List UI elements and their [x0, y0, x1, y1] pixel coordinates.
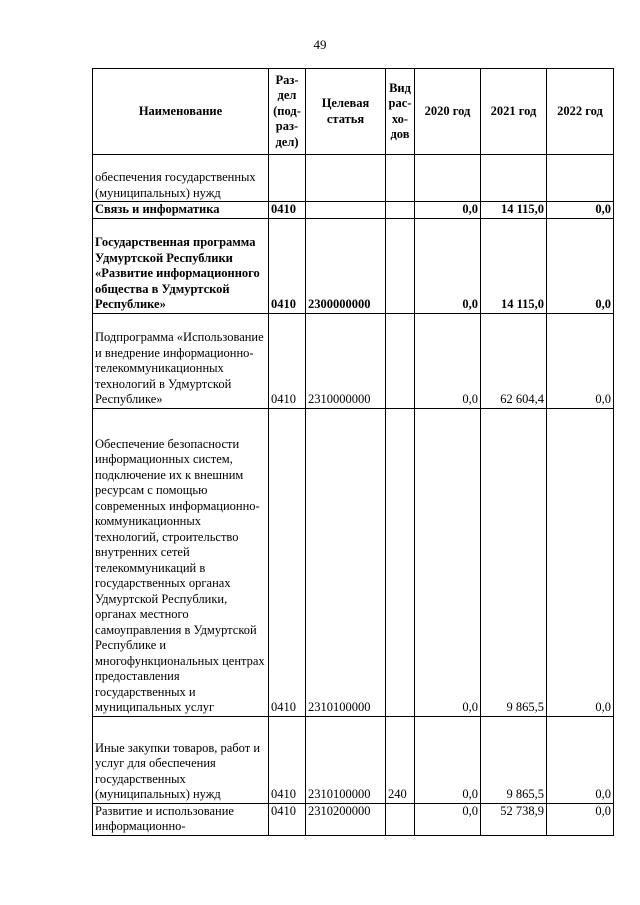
row-2021	[481, 155, 547, 202]
row-section: 0410	[269, 716, 306, 803]
row-target: 2310000000	[306, 313, 386, 408]
row-2021: 14 115,0	[481, 202, 547, 219]
row-type	[386, 313, 415, 408]
row-2020: 0,0	[415, 803, 481, 835]
row-target: 2300000000	[306, 218, 386, 313]
col-header-2022: 2022 год	[547, 69, 614, 155]
row-section: 0410	[269, 218, 306, 313]
table-row	[93, 155, 614, 202]
row-2022: 0,0	[547, 408, 614, 716]
row-2022: 0,0	[547, 313, 614, 408]
row-2020: 0,0	[415, 218, 481, 313]
row-target: 2310100000	[306, 716, 386, 803]
row-2021: 9 865,5	[481, 408, 547, 716]
row-target: 2310200000	[306, 803, 386, 835]
row-type: 240	[386, 716, 415, 803]
row-name: Подпрограмма «Использование и внедрение информационно-телекоммуникационных технологий в Удмуртской Республике»	[93, 313, 269, 408]
table-header-row	[93, 69, 614, 155]
row-2021: 52 738,9	[481, 803, 547, 835]
row-type	[386, 408, 415, 716]
table-row	[93, 218, 614, 313]
row-type	[386, 218, 415, 313]
table-row	[93, 408, 614, 716]
row-2022	[547, 155, 614, 202]
col-header-section: Раз-дел (под-раз-дел)	[269, 69, 306, 155]
row-name: Развитие и использование информационно-	[93, 803, 269, 835]
row-name: Обеспечение безопасности информационных систем, подключение их к внешним ресурсам с помощью современных информационно-коммуникационных технологий, строительство внутренних сетей телекоммуникаций в государственных органах Удмуртской Республики, органах местного самоуправления в Удмуртской Республике и многофункциональных центрах предоставления государственных и муниципальных услуг	[93, 408, 269, 716]
table-row	[93, 202, 614, 219]
row-2022: 0,0	[547, 218, 614, 313]
row-type	[386, 803, 415, 835]
row-2020	[415, 155, 481, 202]
row-2021: 14 115,0	[481, 218, 547, 313]
col-header-2021: 2021 год	[481, 69, 547, 155]
row-2020: 0,0	[415, 202, 481, 219]
row-section: 0410	[269, 202, 306, 219]
row-target	[306, 202, 386, 219]
row-name: Связь и информатика	[93, 202, 269, 219]
row-name: Иные закупки товаров, работ и услуг для обеспечения государственных (муниципальных) нужд	[93, 716, 269, 803]
page-number: 49	[313, 37, 327, 52]
col-header-expense-type: Вид рас-хо-дов	[386, 69, 415, 155]
row-2021: 9 865,5	[481, 716, 547, 803]
row-name: Государственная программа Удмуртской Республики «Развитие информационного общества в Удмуртской Республике»	[93, 218, 269, 313]
row-2021: 62 604,4	[481, 313, 547, 408]
row-section: 0410	[269, 313, 306, 408]
row-section: 0410	[269, 803, 306, 835]
col-header-target: Целевая статья	[306, 69, 386, 155]
col-header-2020: 2020 год	[415, 69, 481, 155]
row-type	[386, 202, 415, 219]
row-section	[269, 155, 306, 202]
row-2022: 0,0	[547, 803, 614, 835]
row-2020: 0,0	[415, 313, 481, 408]
table-row	[93, 716, 614, 803]
budget-table	[92, 68, 614, 836]
col-header-name: Наименование	[93, 69, 269, 155]
row-type	[386, 155, 415, 202]
row-name: обеспечения государственных (муниципальных) нужд	[93, 155, 269, 202]
row-2020: 0,0	[415, 716, 481, 803]
table-row	[93, 803, 614, 835]
row-2020: 0,0	[415, 408, 481, 716]
table-row	[93, 313, 614, 408]
row-2022: 0,0	[547, 716, 614, 803]
row-section: 0410	[269, 408, 306, 716]
row-target: 2310100000	[306, 408, 386, 716]
row-2022: 0,0	[547, 202, 614, 219]
row-target	[306, 155, 386, 202]
